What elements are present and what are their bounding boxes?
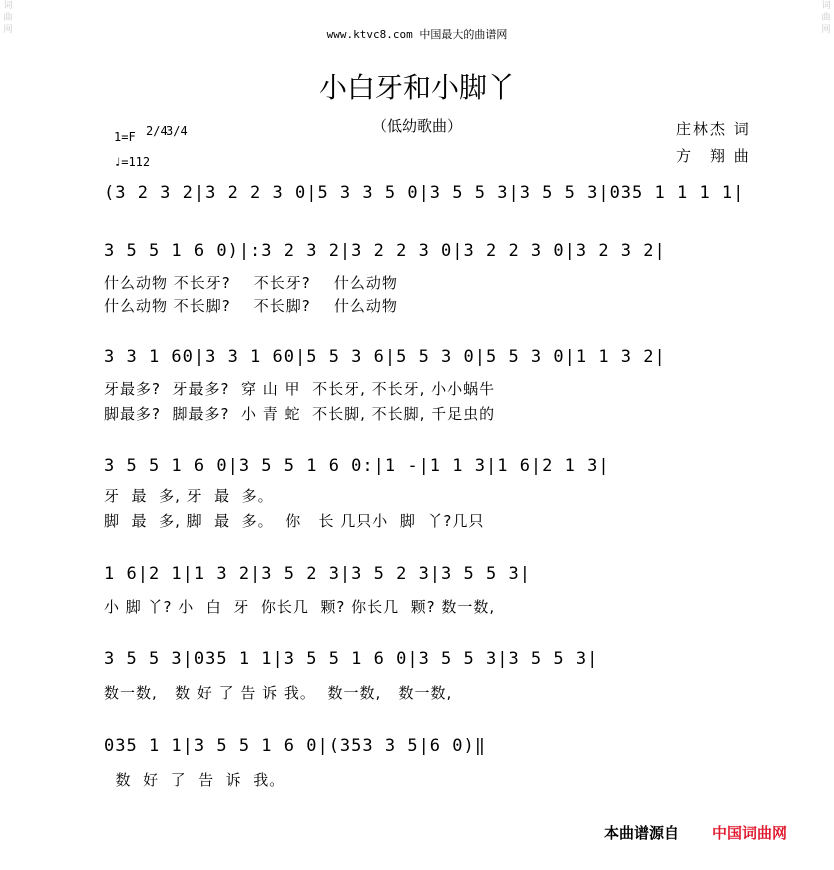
- song-subtitle: （低幼歌曲）: [371, 117, 462, 135]
- time-signature-b: 3/4: [166, 124, 188, 138]
- song-title: 小白牙和小脚丫: [318, 71, 515, 104]
- lyric-verse-2: 什么动物 不长脚? 不长脚? 什么动物: [104, 297, 398, 315]
- lyric-verse-1: 牙最多? 牙最多? 穿 山 甲 不长牙, 不长牙, 小小蜗牛: [104, 380, 496, 398]
- lyricist-credit: 庄林杰 词: [676, 120, 751, 138]
- lyric-line: 数 好 了 告 诉 我。: [104, 771, 286, 789]
- watermark-text: 词曲网: [821, 1, 831, 35]
- lyric-verse-2: 脚最多? 脚最多? 小 青 蛇 不长脚, 不长脚, 千足虫的: [104, 405, 496, 423]
- notes-line: 1 6|2 1|1 3 2|3 5 2 3|3 5 2 3|3 5 5 3|: [104, 564, 531, 584]
- notes-line: 035 1 1|3 5 5 1 6 0|(353 3 5|6 0)‖: [104, 736, 486, 756]
- composer-credit: 方 翔 曲: [676, 147, 751, 165]
- notes-line: 3 3 1 60|3 3 1 60|5 5 3 6|5 5 3 0|5 5 3 0|1 1 3 2|: [104, 347, 666, 367]
- lyric-line: 小 脚 丫? 小 白 牙 你长几 颗? 你长几 颗? 数一数,: [104, 598, 496, 616]
- lyric-verse-1: 牙 最 多, 牙 最 多。: [104, 487, 274, 505]
- tempo-marking: ♩=112: [114, 155, 151, 169]
- time-signature-a: 2/4: [146, 124, 168, 138]
- notes-line: 3 5 5 1 6 0|3 5 5 1 6 0:|1 -|1 1 3|1 6|2 1 3|: [104, 456, 610, 476]
- source-label: 本曲谱源自: [604, 824, 680, 842]
- lyric-verse-2: 脚 最 多, 脚 最 多。 你 长 几只小 脚 丫?几只: [104, 512, 485, 530]
- lyric-verse-1: 什么动物 不长牙? 不长牙? 什么动物: [104, 274, 398, 292]
- watermark-text: 词曲网: [3, 1, 13, 35]
- lyric-line: 数一数, 数 好 了 告 诉 我。 数一数, 数一数,: [104, 684, 453, 702]
- site-logo-link[interactable]: 中国词曲网: [712, 824, 788, 842]
- notes-line: (3 2 3 2|3 2 2 3 0|5 3 3 5 0|3 5 5 3|3 5 5 3|035 1 1 1 1|: [104, 183, 745, 203]
- notes-line: 3 5 5 3|035 1 1|3 5 5 1 6 0|3 5 5 3|3 5 5 3|: [104, 649, 599, 669]
- key-signature: 1=F: [114, 130, 136, 144]
- source-url[interactable]: www.ktvc8.com 中国最大的曲谱网: [326, 28, 508, 41]
- notes-line: 3 5 5 1 6 0)|:3 2 3 2|3 2 2 3 0|3 2 2 3 0|3 2 3 2|: [104, 241, 666, 261]
